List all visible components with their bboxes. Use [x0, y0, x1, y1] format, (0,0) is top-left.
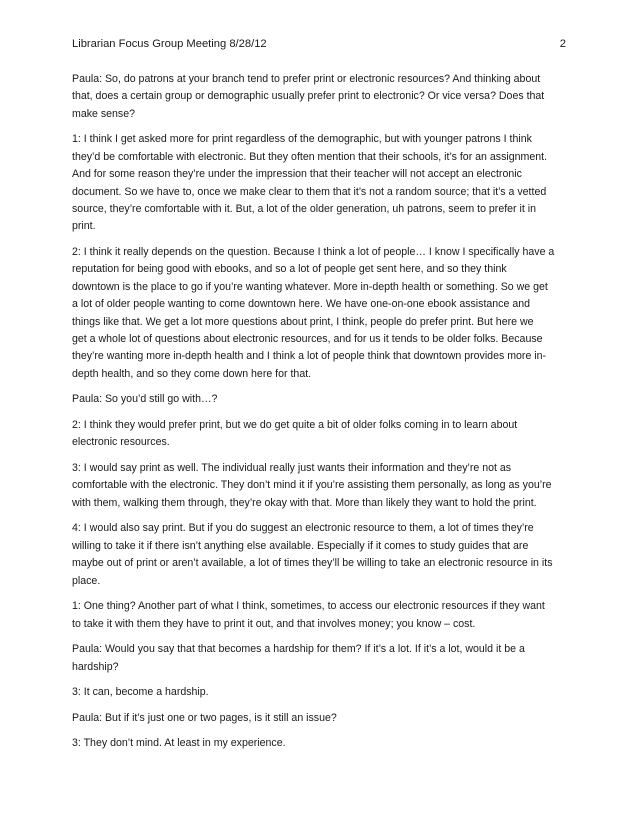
- transcript-paragraph: [72, 710, 566, 727]
- paragraph-line: maybe out of print or aren’t available, a lot of times they’ll be willing to take an electronic resource in its: [72, 557, 553, 570]
- transcript-paragraph: [72, 684, 566, 701]
- paragraph-line: document. So we have to, once we make clear to them that it’s not a random source; that it’s a vetted: [72, 185, 547, 198]
- paragraph-line: 2: I think it really depends on the question. Because I think a lot of people… I know I specifically have a: [72, 246, 555, 259]
- paragraph-line: 1: One thing? Another part of what I think, sometimes, to access our electronic resources if they want: [72, 600, 545, 613]
- transcript-paragraph: [72, 417, 566, 452]
- paragraph-line: 3: It can, become a hardship.: [72, 686, 209, 699]
- paragraph-line: Paula: So you’d still go with…?: [72, 393, 218, 406]
- paragraph-line: with them, walking them through, they’re okay with that. More than likely they want to hold the print.: [72, 496, 537, 509]
- paragraph-line: they’d be comfortable with electronic. But they often mention that their schools, it’s for an assignment.: [72, 150, 548, 163]
- paragraph-line: print.: [72, 220, 96, 233]
- paragraph-line: downtown is the place to go if you’re wanting whatever. More in-depth health or something. So we get: [72, 280, 548, 293]
- paragraph-line: place.: [72, 574, 101, 587]
- transcript-paragraph: [72, 460, 566, 512]
- transcript-paragraph: [72, 641, 566, 676]
- paragraph-line: a lot of older people wanting to come downtown here. We have one-on-one ebook assistance and: [72, 298, 530, 311]
- page-number: 2: [559, 38, 566, 50]
- paragraph-line: source, they’re comfortable with it. But, a lot of the older generation, uh patrons, seem to prefer it in: [72, 203, 537, 216]
- paragraph-line: 3: They don’t mind. At least in my experience.: [72, 737, 286, 750]
- paragraph-line: make sense?: [72, 107, 136, 120]
- paragraph-line: Paula: But if it’s just one or two pages, is it still an issue?: [72, 711, 337, 724]
- paragraph-line: willing to take it if there isn’t anything else available. Especially if it comes to study guides that are: [72, 539, 529, 552]
- transcript-paragraph: [72, 391, 566, 408]
- transcript-paragraph: [72, 598, 566, 633]
- paragraph-line: that, does a certain group or demographic usually prefer print to electronic? Or vice versa? Does that: [72, 90, 545, 103]
- paragraph-line: depth health, and so they come down here for that.: [72, 367, 312, 380]
- paragraph-line: things like that. We get a lot more questions about print, I think, people do prefer print. But here we: [72, 315, 534, 328]
- paragraph-line: they’re wanting more in-depth health and I think a lot of people think that downtown provides more in-: [72, 350, 547, 363]
- paragraph-line: comfortable with the electronic. They don’t mind it if you’re assisting them personally, as long as you’re: [72, 479, 552, 492]
- paragraph-line: 4: I would also say print. But if you do suggest an electronic resource to them, a lot of times they’re: [72, 522, 534, 535]
- paragraph-line: get a whole lot of questions about electronic resources, and for us it tends to be older folks. Because: [72, 333, 543, 346]
- transcript-paragraph: [72, 131, 566, 235]
- transcript-paragraph: [72, 71, 566, 123]
- paragraph-line: to take it with them they have to print it out, and that involves money; you know – cost.: [72, 617, 476, 630]
- transcript-paragraph: [72, 735, 566, 752]
- header-title: Librarian Focus Group Meeting 8/28/12: [72, 38, 267, 50]
- paragraph-line: 3: I would say print as well. The individual really just wants their information and they’re not as: [72, 462, 512, 475]
- paragraph-line: reputation for being good with ebooks, and so a lot of people get sent here, and so they think: [72, 263, 507, 276]
- transcript-paragraph: [72, 520, 566, 590]
- paragraph-line: hardship?: [72, 660, 119, 673]
- paragraph-line: And for some reason they’re under the impression that their teacher will not accept an electronic: [72, 168, 522, 181]
- paragraph-line: 2: I think they would prefer print, but we do get quite a bit of older folks coming in to learn about: [72, 419, 518, 432]
- transcript-paragraph: [72, 244, 566, 383]
- paragraph-line: electronic resources.: [72, 436, 170, 449]
- paragraph-line: Paula: Would you say that that becomes a hardship for them? If it’s a lot. If it’s a lot, would it be a: [72, 643, 525, 656]
- document-body: [72, 71, 566, 761]
- paragraph-line: Paula: So, do patrons at your branch tend to prefer print or electronic resources? And thinking about: [72, 73, 541, 85]
- paragraph-line: 1: I think I get asked more for print regardless of the demographic, but with younger patrons I think: [72, 133, 532, 146]
